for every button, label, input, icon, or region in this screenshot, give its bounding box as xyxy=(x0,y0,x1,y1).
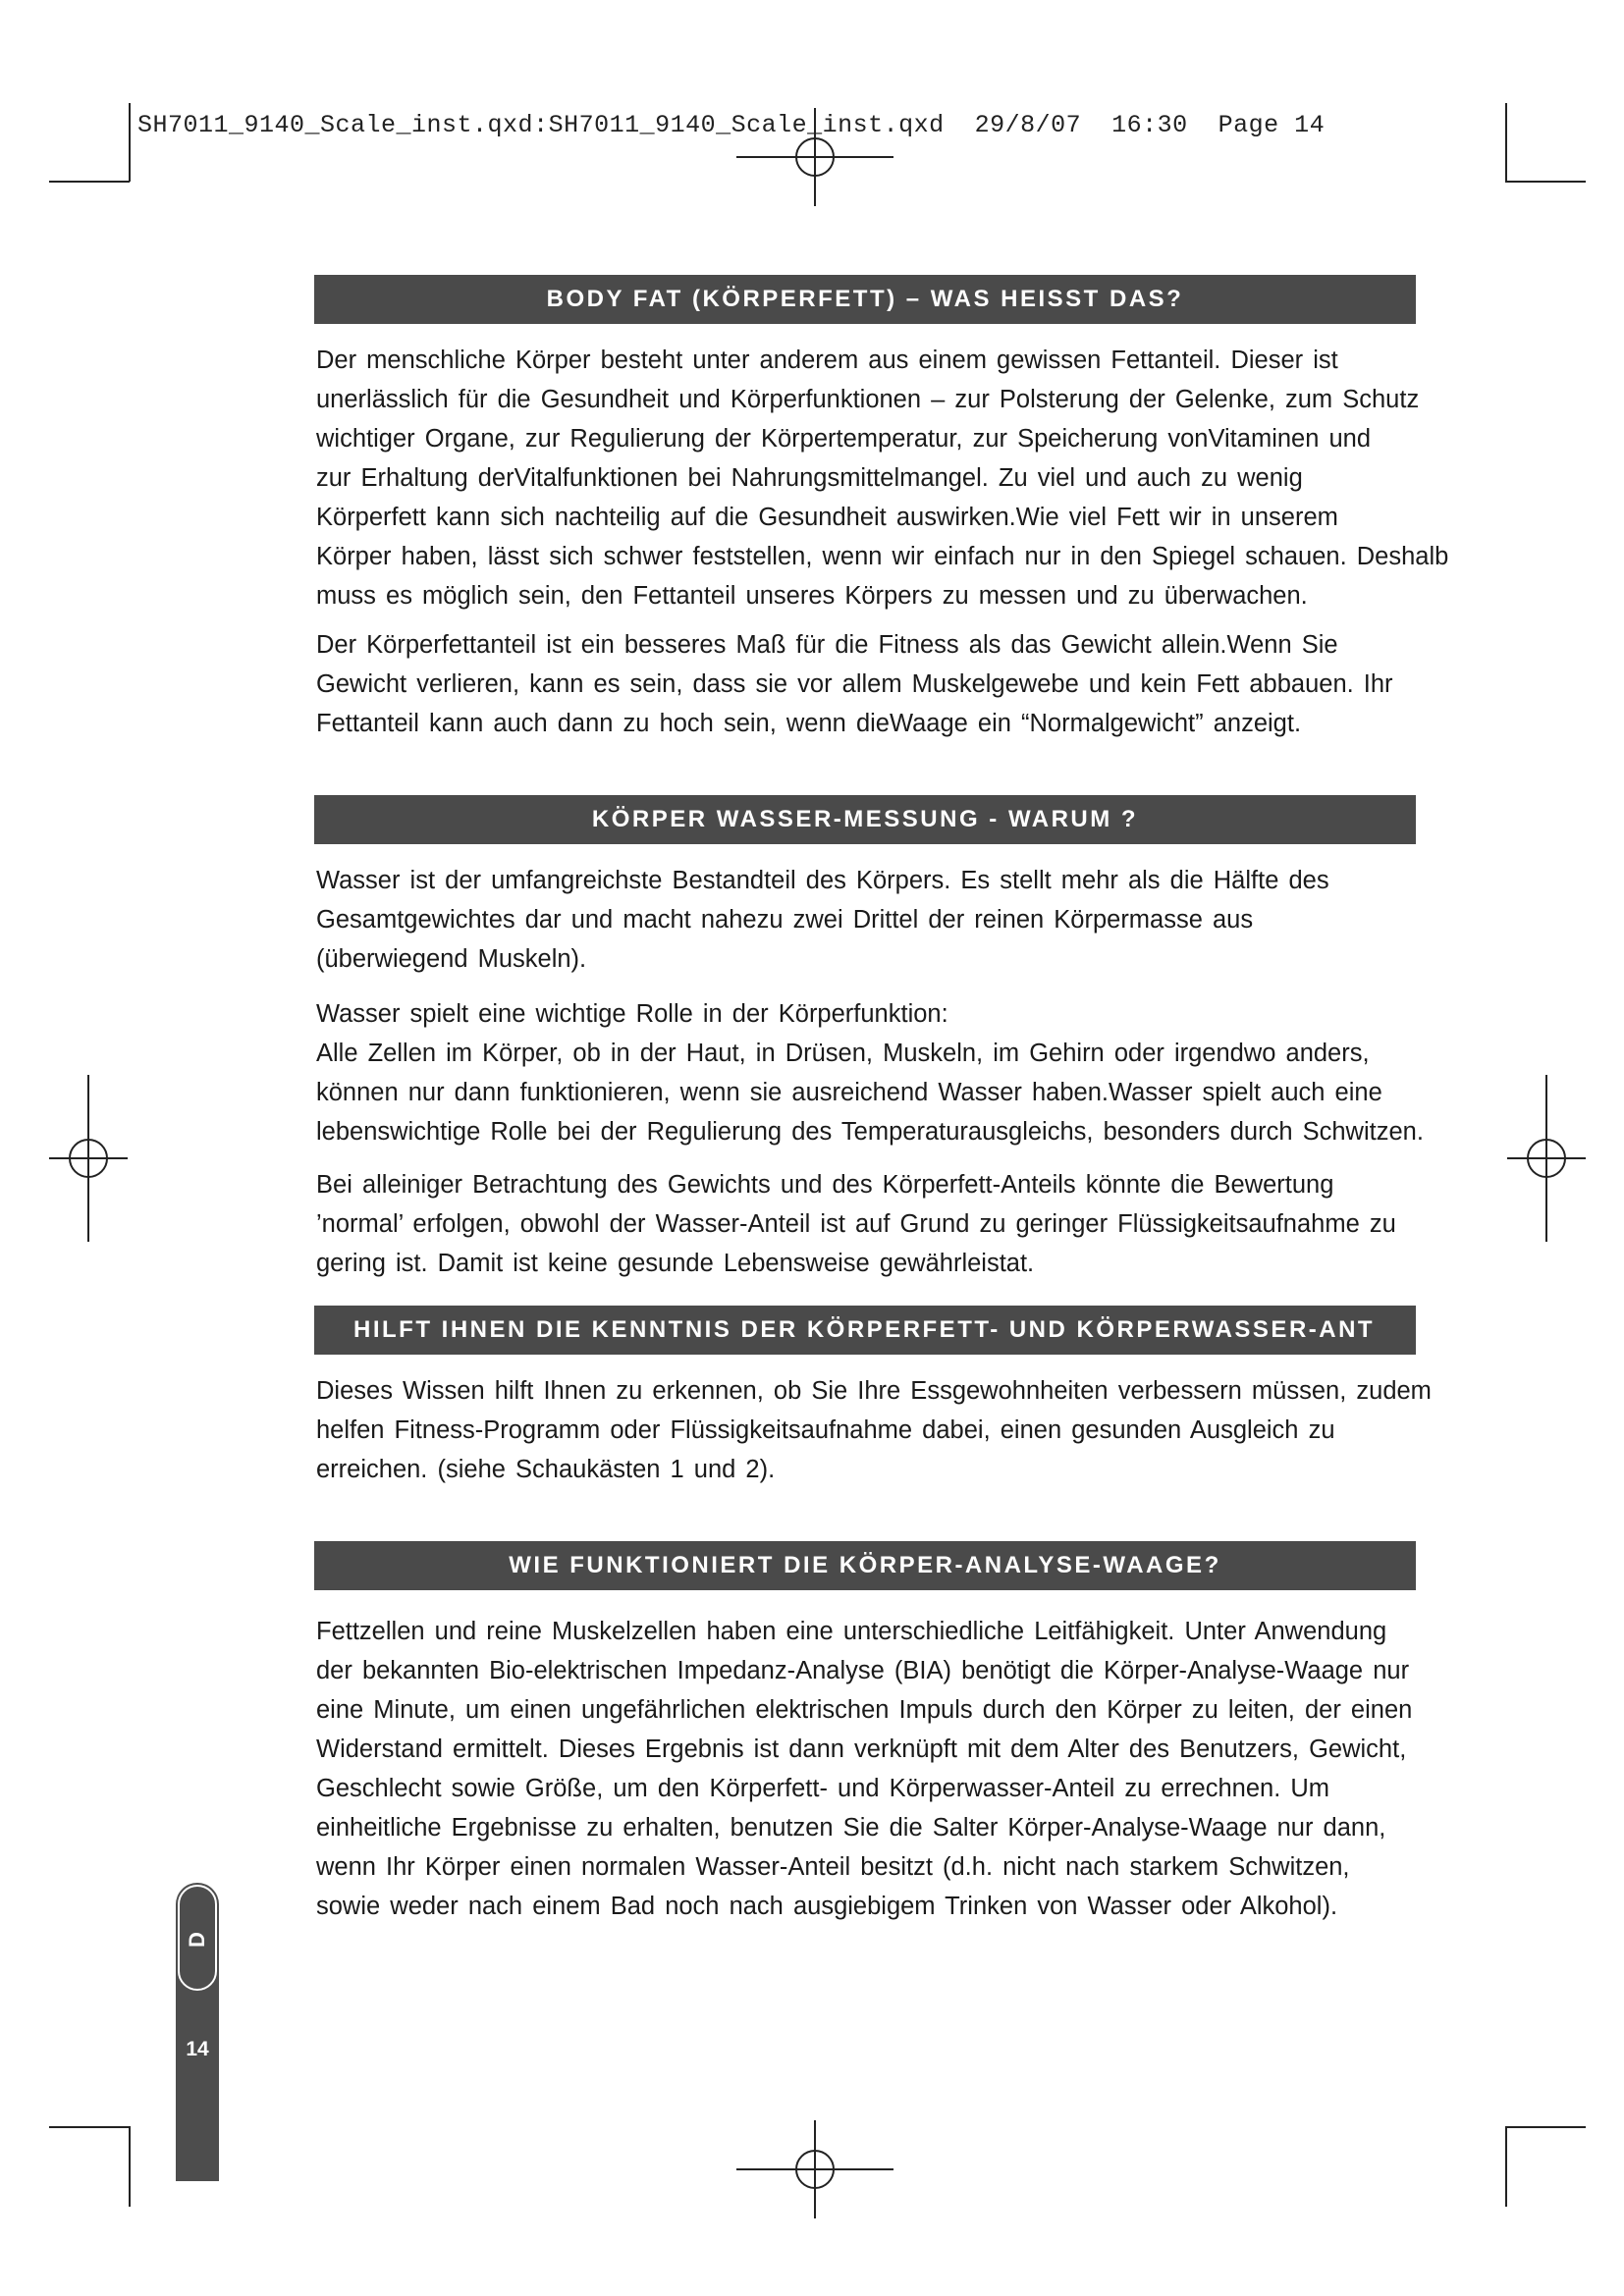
text-line: Körper haben, lässt sich schwer feststellen, wenn wir einfach nur in den Spiegel schauen. Deshalb xyxy=(316,543,1449,570)
crop-mark-bottom-left-vertical xyxy=(129,2126,131,2207)
text-line: muss es möglich sein, den Fettanteil unseres Körpers zu messen und zu überwachen. xyxy=(316,582,1308,610)
text-line: lebenswichtige Rolle bei der Regulierung des Temperaturausgleichs, besonders durch Schwitzen. xyxy=(316,1118,1424,1146)
registration-mark-bottom xyxy=(736,2120,893,2218)
text-line: Der menschliche Körper besteht unter anderem aus einem gewissen Fettanteil. Dieser ist xyxy=(316,347,1338,374)
text-line: Körperfett kann sich nachteilig auf die Gesundheit auswirken.Wie viel Fett wir in unserem xyxy=(316,504,1338,531)
crop-mark-top-left-vertical xyxy=(129,103,131,182)
text-line: Widerstand ermittelt. Dieses Ergebnis ist dann verknüpft mit dem Alter des Benutzers, Gewicht, xyxy=(316,1735,1407,1763)
crop-mark-bottom-left-horizontal xyxy=(49,2126,130,2128)
text-line: Wasser spielt eine wichtige Rolle in der Körperfunktion: xyxy=(316,1000,948,1028)
language-code: D xyxy=(185,1932,209,1948)
text-line: sowie weder nach einem Bad noch nach ausgiebigem Trinken von Wasser oder Alkohol). xyxy=(316,1893,1338,1920)
printer-slug: SH7011_9140_Scale_inst.qxd:SH7011_9140_Scale_inst.qxd 29/8/07 16:30 Page 14 xyxy=(137,111,1326,139)
text-line: Fettanteil kann auch dann zu hoch sein, wenn dieWaage ein “Normalgewicht” anzeigt. xyxy=(316,710,1302,737)
text-line: helfen Fitness-Programm oder Flüssigkeitsaufnahme dabei, einen gesunden Ausgleich zu xyxy=(316,1416,1335,1444)
text-line: (überwiegend Muskeln). xyxy=(316,945,587,973)
section-heading-knowledge: HILFT IHNEN DIE KENNTNIS DER KÖRPERFETT- UND KÖRPERWASSER-ANT xyxy=(314,1306,1416,1355)
text-line: der bekannten Bio-elektrischen Impedanz-Analyse (BIA) benötigt die Körper-Analyse-Waage nur xyxy=(316,1657,1410,1684)
water-paragraph-3 xyxy=(316,1165,1506,1283)
text-line: ’normal’ erfolgen, obwohl der Wasser-Anteil ist auf Grund zu geringer Flüssigkeitsaufnahme zu xyxy=(316,1210,1396,1238)
text-line: Gesamtgewichtes dar und macht nahezu zwei Drittel der reinen Körpermasse aus xyxy=(316,906,1254,934)
registration-mark-left xyxy=(39,1075,137,1242)
knowledge-paragraph xyxy=(316,1371,1506,1489)
text-line: unerlässlich für die Gesundheit und Körperfunktionen – zur Polsterung der Gelenke, zum Schutz xyxy=(316,386,1420,413)
how-it-works-paragraph xyxy=(316,1612,1506,1926)
text-line: Bei alleiniger Betrachtung des Gewichts und des Körperfett-Anteils könnte die Bewertung xyxy=(316,1171,1334,1199)
crop-mark-bottom-right-vertical xyxy=(1505,2126,1507,2207)
text-line: eine Minute, um einen ungefährlichen elektrischen Impuls durch den Körper zu leiten, der einen xyxy=(316,1696,1413,1724)
text-line: Alle Zellen im Körper, ob in der Haut, in Drüsen, Muskeln, im Gehirn oder irgendwo anders, xyxy=(316,1040,1370,1067)
text-line: können nur dann funktionieren, wenn sie ausreichend Wasser haben.Wasser spielt auch eine xyxy=(316,1079,1382,1106)
text-line: zur Erhaltung derVitalfunktionen bei Nahrungsmittelmangel. Zu viel und auch zu wenig xyxy=(316,464,1303,492)
text-line: Fettzellen und reine Muskelzellen haben eine unterschiedliche Leitfähigkeit. Unter Anwendung xyxy=(316,1618,1387,1645)
text-line: einheitliche Ergebnisse zu erhalten, benutzen Sie die Salter Körper-Analyse-Waage nur dann, xyxy=(316,1814,1386,1842)
text-line: Gewicht verlieren, kann es sein, dass sie vor allem Muskelgewebe und kein Fett abbauen. Ihr xyxy=(316,670,1393,698)
page-number: 14 xyxy=(186,2038,209,2060)
body-fat-paragraph-1 xyxy=(316,341,1506,615)
section-heading-how-it-works: WIE FUNKTIONIERT DIE KÖRPER-ANALYSE-WAAGE? xyxy=(314,1541,1416,1590)
section-heading-water-measurement: KÖRPER WASSER-MESSUNG - WARUM ? xyxy=(314,795,1416,844)
water-paragraph-1 xyxy=(316,861,1506,979)
text-line: Wasser ist der umfangreichste Bestandteil des Körpers. Es stellt mehr als die Hälfte des xyxy=(316,867,1329,894)
body-fat-paragraph-2 xyxy=(316,625,1506,743)
text-line: erreichen. (siehe Schaukästen 1 und 2). xyxy=(316,1456,776,1483)
text-line: gering ist. Damit ist keine gesunde Lebensweise gewährleistat. xyxy=(316,1250,1035,1277)
registration-mark-right xyxy=(1497,1075,1596,1242)
crop-mark-top-left-horizontal xyxy=(49,181,130,183)
section-heading-body-fat: BODY FAT (KÖRPERFETT) – WAS HEISST DAS? xyxy=(314,275,1416,324)
text-line: wenn Ihr Körper einen normalen Wasser-Anteil besitzt (d.h. nicht nach starkem Schwitzen, xyxy=(316,1853,1350,1881)
text-line: Dieses Wissen hilft Ihnen zu erkennen, ob Sie Ihre Essgewohnheiten verbessern müssen, zudem xyxy=(316,1377,1432,1405)
text-line: Geschlecht sowie Größe, um den Körperfett- und Körperwasser-Anteil zu errechnen. Um xyxy=(316,1775,1330,1802)
text-line: wichtiger Organe, zur Regulierung der Körpertemperatur, zur Speicherung vonVitaminen und xyxy=(316,425,1372,453)
crop-mark-top-right-vertical xyxy=(1505,103,1507,182)
water-paragraph-2 xyxy=(316,994,1506,1151)
crop-mark-bottom-right-horizontal xyxy=(1505,2126,1586,2128)
crop-mark-top-right-horizontal xyxy=(1505,181,1586,183)
registration-mark-top xyxy=(736,108,893,206)
text-line: Der Körperfettanteil ist ein besseres Maß für die Fitness als das Gewicht allein.Wenn Sie xyxy=(316,631,1338,659)
